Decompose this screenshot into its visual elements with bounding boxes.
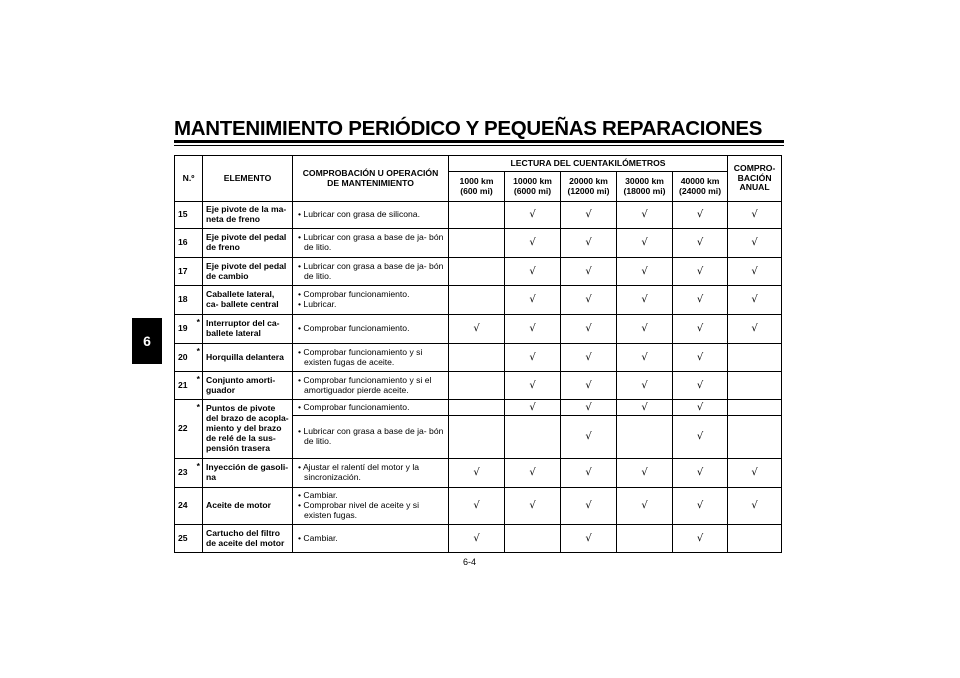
row-number: 23 <box>175 459 195 488</box>
table-row <box>175 315 782 344</box>
title-rule-thin <box>174 145 784 146</box>
operation-item: • Ajustar el ralentí del motor y la sincronización. <box>296 463 445 483</box>
header-operation: COMPROBACIÓN U OPERACIÓN DE MANTENIMIENTO <box>293 156 449 202</box>
check-cell: √ <box>728 286 782 315</box>
row-number: 16 <box>175 229 195 258</box>
check-cell: √ <box>617 315 673 344</box>
item-name: Puntos de pivote del brazo de acopla- miento y del brazo de relé de la sus- pensión trasera <box>203 400 293 459</box>
header-interval <box>617 172 673 202</box>
item-name: Eje pivote del pedal de cambio <box>203 258 293 286</box>
check-cell: √ <box>728 488 782 525</box>
check-cell: √ <box>505 488 561 525</box>
interval-km: 30000 km <box>625 175 664 186</box>
interval-km: 40000 km <box>680 175 720 186</box>
check-cell: √ <box>505 344 561 372</box>
operation-cell <box>293 525 449 553</box>
check-cell: √ <box>505 400 561 416</box>
chapter-tab: 6 <box>132 318 162 364</box>
operation-cell <box>293 202 449 229</box>
operation-item: • Comprobar funcionamiento. <box>296 324 445 334</box>
check-cell <box>449 202 505 229</box>
check-cell: √ <box>449 488 505 525</box>
table-row <box>175 202 782 229</box>
check-cell <box>728 344 782 372</box>
row-number: 18 <box>175 286 195 315</box>
interval-km: 10000 km <box>513 175 552 186</box>
table-row <box>175 459 782 488</box>
check-cell <box>449 344 505 372</box>
operation-item: • Lubricar con grasa a base de ja- bón de litio. <box>296 233 445 253</box>
interval-mi: (18000 mi) <box>623 185 666 196</box>
dealer-service-mark <box>195 229 203 258</box>
check-cell: √ <box>728 459 782 488</box>
dealer-service-mark <box>195 258 203 286</box>
dealer-service-mark <box>195 525 203 553</box>
check-cell: √ <box>561 525 617 553</box>
check-cell: √ <box>617 202 673 229</box>
check-cell: √ <box>561 416 617 459</box>
table-row <box>175 286 782 315</box>
row-number: 24 <box>175 488 195 525</box>
dealer-service-mark <box>195 286 203 315</box>
operation-cell <box>293 344 449 372</box>
check-cell <box>449 372 505 400</box>
operation-cell <box>293 229 449 258</box>
interval-mi: (600 mi) <box>460 185 493 196</box>
check-cell: √ <box>449 315 505 344</box>
check-cell: √ <box>673 258 728 286</box>
table-row <box>175 258 782 286</box>
operation-item: • Lubricar con grasa a base de ja- bón de litio. <box>296 427 445 447</box>
check-cell: √ <box>561 286 617 315</box>
table-row <box>175 344 782 372</box>
interval-km: 20000 km <box>569 175 608 186</box>
check-cell: √ <box>505 229 561 258</box>
operation-item: • Comprobar funcionamiento. <box>296 403 445 413</box>
operation-item: • Comprobar funcionamiento y si existen fugas de aceite. <box>296 348 445 368</box>
item-name: Inyección de gasoli- na <box>203 459 293 488</box>
interval-mi: (24000 mi) <box>679 185 722 196</box>
table-row <box>175 400 782 416</box>
table-row <box>175 488 782 525</box>
check-cell <box>449 286 505 315</box>
check-cell: √ <box>673 286 728 315</box>
operation-item: • Cambiar. <box>296 534 445 544</box>
operation-cell <box>293 372 449 400</box>
check-cell <box>617 416 673 459</box>
check-cell: √ <box>617 229 673 258</box>
page-number: 6-4 <box>463 557 477 567</box>
item-name: Aceite de motor <box>203 488 293 525</box>
row-number: 15 <box>175 202 195 229</box>
item-name: Cartucho del filtro de aceite del motor <box>203 525 293 553</box>
check-cell <box>728 525 782 553</box>
dealer-service-mark <box>195 488 203 525</box>
check-cell <box>728 416 782 459</box>
header-annual: COMPRO- BACIÓN ANUAL <box>728 156 782 202</box>
check-cell <box>728 372 782 400</box>
check-cell: √ <box>561 372 617 400</box>
dealer-service-mark: * <box>195 459 203 488</box>
check-cell: √ <box>505 202 561 229</box>
check-cell <box>728 400 782 416</box>
check-cell: √ <box>617 459 673 488</box>
table-row <box>175 525 782 553</box>
operation-item: • Cambiar. <box>296 491 445 501</box>
check-cell: √ <box>505 372 561 400</box>
check-cell <box>617 525 673 553</box>
interval-mi: (6000 mi) <box>513 185 552 196</box>
check-cell: √ <box>561 258 617 286</box>
header-interval <box>449 172 505 202</box>
item-name: Eje pivote de la ma- neta de freno <box>203 202 293 229</box>
table-row <box>175 229 782 258</box>
header-interval <box>561 172 617 202</box>
operation-item: • Lubricar con grasa de silicona. <box>296 210 445 220</box>
check-cell: √ <box>673 202 728 229</box>
row-number: 22 <box>175 400 195 459</box>
check-cell: √ <box>449 525 505 553</box>
dealer-service-mark: * <box>195 372 203 400</box>
check-cell: √ <box>505 459 561 488</box>
row-number: 21 <box>175 372 195 400</box>
check-cell: √ <box>728 202 782 229</box>
dealer-service-mark <box>195 202 203 229</box>
dealer-service-mark: * <box>195 344 203 372</box>
check-cell: √ <box>673 315 728 344</box>
check-cell <box>505 416 561 459</box>
check-cell: √ <box>561 344 617 372</box>
check-cell: √ <box>561 400 617 416</box>
operation-cell <box>293 400 449 416</box>
check-cell: √ <box>561 229 617 258</box>
check-cell: √ <box>728 229 782 258</box>
check-cell: √ <box>673 372 728 400</box>
operation-cell <box>293 286 449 315</box>
check-cell: √ <box>617 372 673 400</box>
check-cell: √ <box>673 344 728 372</box>
check-cell <box>505 525 561 553</box>
operation-cell <box>293 459 449 488</box>
check-cell <box>449 400 505 416</box>
check-cell: √ <box>505 315 561 344</box>
row-number: 17 <box>175 258 195 286</box>
item-name: Eje pivote del pedal de freno <box>203 229 293 258</box>
page-title: MANTENIMIENTO PERIÓDICO Y PEQUEÑAS REPARACIONES <box>174 117 763 140</box>
maintenance-table <box>174 155 782 553</box>
item-name: Horquilla delantera <box>203 344 293 372</box>
item-name: Conjunto amorti- guador <box>203 372 293 400</box>
check-cell: √ <box>505 258 561 286</box>
check-cell: √ <box>673 459 728 488</box>
check-cell <box>449 416 505 459</box>
row-number: 20 <box>175 344 195 372</box>
check-cell: √ <box>561 488 617 525</box>
check-cell: √ <box>505 286 561 315</box>
title-rule <box>174 140 784 143</box>
check-cell: √ <box>617 258 673 286</box>
check-cell: √ <box>673 488 728 525</box>
operation-cell <box>293 315 449 344</box>
check-cell: √ <box>617 488 673 525</box>
check-cell: √ <box>728 258 782 286</box>
dealer-service-mark: * <box>195 400 203 459</box>
check-cell: √ <box>561 315 617 344</box>
item-name: Caballete lateral, ca- ballete central <box>203 286 293 315</box>
header-no: N.º <box>175 156 203 202</box>
operation-item: • Comprobar nivel de aceite y si existen fugas. <box>296 501 445 521</box>
interval-mi: (12000 mi) <box>567 185 610 196</box>
check-cell: √ <box>617 344 673 372</box>
check-cell: √ <box>673 525 728 553</box>
header-odometer: LECTURA DEL CUENTAKILÓMETROS <box>449 156 728 172</box>
header-item: ELEMENTO <box>203 156 293 202</box>
table-row <box>175 372 782 400</box>
header-interval <box>505 172 561 202</box>
check-cell: √ <box>449 459 505 488</box>
check-cell: √ <box>673 416 728 459</box>
interval-km: 1000 km <box>459 175 494 186</box>
operation-item: • Comprobar funcionamiento y si el amortiguador pierde aceite. <box>296 376 445 396</box>
operation-item: • Lubricar. <box>296 300 445 310</box>
check-cell: √ <box>728 315 782 344</box>
row-number: 25 <box>175 525 195 553</box>
check-cell: √ <box>617 400 673 416</box>
operation-item: • Lubricar con grasa a base de ja- bón de litio. <box>296 262 445 282</box>
row-number: 19 <box>175 315 195 344</box>
check-cell: √ <box>561 202 617 229</box>
operation-item: • Comprobar funcionamiento. <box>296 290 445 300</box>
check-cell: √ <box>673 229 728 258</box>
operation-cell <box>293 258 449 286</box>
check-cell <box>449 258 505 286</box>
operation-cell <box>293 416 449 459</box>
check-cell: √ <box>617 286 673 315</box>
check-cell <box>449 229 505 258</box>
check-cell: √ <box>561 459 617 488</box>
item-name: Interruptor del ca- ballete lateral <box>203 315 293 344</box>
header-interval <box>673 172 728 202</box>
operation-cell <box>293 488 449 525</box>
dealer-service-mark: * <box>195 315 203 344</box>
check-cell: √ <box>673 400 728 416</box>
